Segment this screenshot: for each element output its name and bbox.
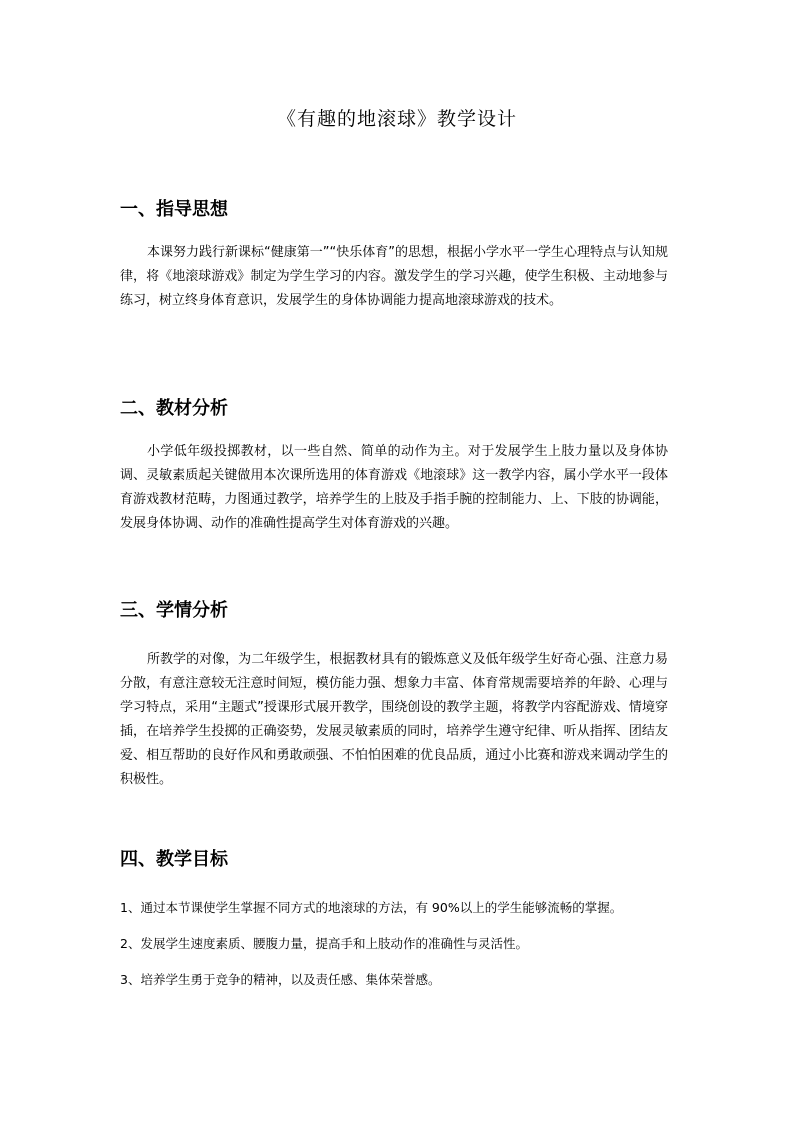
section-heading-guiding-ideology: 一、指导思想 bbox=[120, 199, 228, 220]
section-heading-material-analysis: 二、教材分析 bbox=[120, 398, 228, 419]
teaching-goal-item: 3、培养学生勇于竞争的精神，以及责任感、集体荣誉感。 bbox=[120, 972, 441, 987]
section-paragraph-learner-analysis: 所教学的对像，为二年级学生，根据教材具有的锻炼意义及低年级学生好奇心强、注意力易分散，有意注意较无注意时间短，模仿能力强、想象力丰富、体育常规需要培养的年龄、心理与学习特点，采用“主题式”授课形式展开教学，围绕创设的教学主题，将教学内容配游戏、情境穿插，在培养学生投掷的正确姿势，发展灵敏素质的同时，培养学生遵守纪律、听从指挥、团结友爱、相互帮助的良好作风和勇敢顽强、不怕怕困难的优良品质，通过小比赛和游戏来调动学生的积极性。 bbox=[120, 652, 668, 787]
teaching-goal-item: 2、发展学生速度素质、腰腹力量，提高手和上肢动作的准确性与灵活性。 bbox=[120, 936, 528, 951]
teaching-goal-item: 1、通过本节课使学生掌握不同方式的地滚球的方法，有 90%以上的学生能够流畅的掌握。 bbox=[120, 900, 623, 915]
section-paragraph-material-analysis: 小学低年级投掷教材，以一些自然、简单的动作为主。对于发展学生上肢力量以及身体协调、灵敏素质起关键做用本次课所选用的体育游戏《地滚球》这一教学内容，属小学水平一段体育游戏教材范畴，力图通过教学，培养学生的上肢及手指手腕的控制能力、上、下肢的协调能，发展身体协调、动作的准确性提高学生对体育游戏的兴趣。 bbox=[120, 444, 668, 531]
section-paragraph-guiding-ideology: 本课努力践行新课标“健康第一”“快乐体育”的思想，根据小学水平一学生心理特点与认知规律，将《地滚球游戏》制定为学生学习的内容。激发学生的学习兴趣，使学生积极、主动地参与练习，树立终身体育意识，发展学生的身体协调能力提高地滚球游戏的技术。 bbox=[120, 245, 668, 308]
document-title: 《有趣的地滚球》教学设计 bbox=[276, 108, 517, 130]
section-heading-learner-analysis: 三、学情分析 bbox=[120, 600, 228, 621]
section-heading-teaching-goals: 四、教学目标 bbox=[120, 849, 228, 870]
